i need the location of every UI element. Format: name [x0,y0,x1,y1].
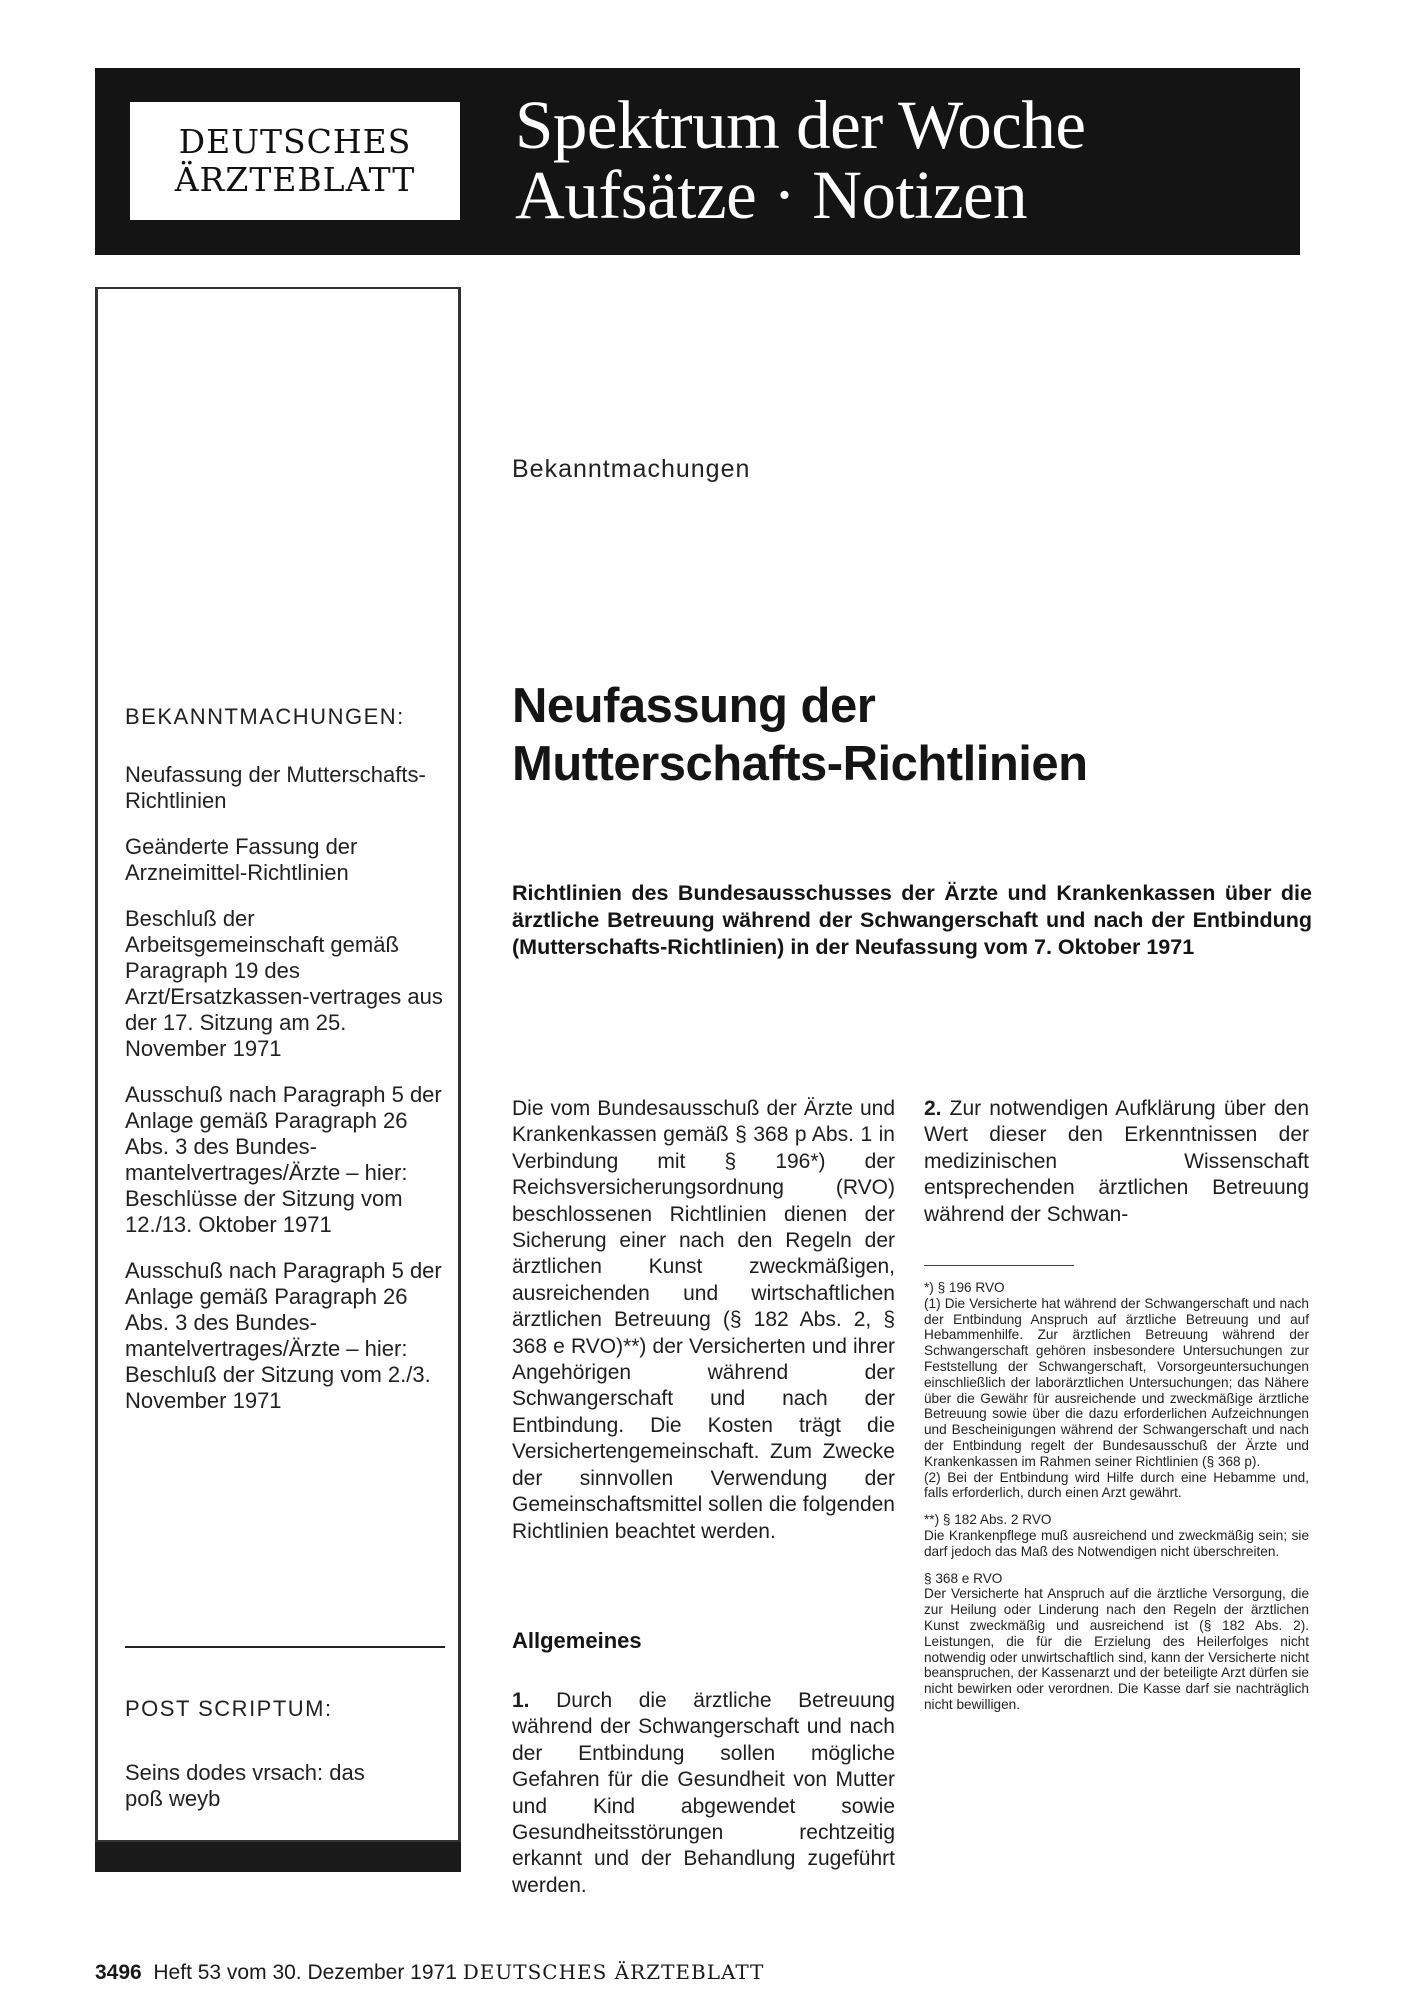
sidebar-heading: BEKANNTMACHUNGEN: [125,704,405,729]
footnote-label: *) § 196 RVO [924,1280,1005,1295]
paragraph-1-number: 1. [512,1689,530,1712]
footnote-paragraph: (2) Bei der Entbindung wird Hilfe durch eine Hebamme und, falls erforderlich, durch einen Arzt gewährt. [924,1469,1309,1501]
headline-line-1: Neufassung der [512,679,876,733]
footnote-paragraph: Der Versicherte hat Anspruch auf die ärztliche Versorgung, die zur Heilung oder Linderung nach den Regeln der ärztlichen Kunst zweckmäßig und ausreichend ist (§ 182 Abs. 2). Leistungen, die für die Erzielung des Heilerfolges nicht notwendig oder unwirtschaftlich sind, kann der Versicherte nicht beanspruchen, der Kassenarzt und der beteiligte Arzt dürfen sie nicht bewirken oder verordnen. Die Kasse darf sie nachträglich nicht bewilligen. [924,1586,1309,1712]
paragraph-1-text: Durch die ärztliche Betreuung während der Schwangerschaft und nach der Entbindung sollen mögliche Gefahren für die Gesundheit von Mutter und Kind abgewendet sowie Gesundheitsstörungen rechtzeitig erkannt und der Behandlung zugeführt werden. [512,1689,895,1897]
masthead [95,68,1300,255]
footnote-paragraph: (1) Die Versicherte hat während der Schwangerschaft und nach der Entbindung Anspruch auf ärztliche Betreuung und auf Hebammenhilfe. Zur ärztlichen Betreuung während der Schwangerschaft gehören insbesondere Untersuchungen zur Feststellung der Schwangerschaft, Vorsorgeuntersuchungen einschließlich der laborärztlichen Untersuchungen; das Nähere über die Gewähr für ausreichende und zweckmäßige ärztliche Betreuung sowie über die dazu erforderlichen Aufzeichnungen und Bescheinigungen während der Schwangerschaft und nach der Entbindung regelt der Bundesausschuß der Ärzte und Krankenkassen im Rahmen seiner Richtlinien (§ 368 p). [924,1295,1309,1469]
article-headline [512,677,1272,793]
masthead-title [515,87,1086,233]
page-number: 3496 [95,1961,142,1984]
publication-logo [130,102,460,220]
post-scriptum-text: Seins dodes vrsach: das poß weyb [125,1760,365,1811]
sidebar-entry-list [125,762,445,1434]
sidebar-entry: Neufassung der Mutterschafts-Richtlinien [125,762,426,813]
footnote-divider [924,1265,1074,1266]
section-heading-general: Allgemeines [512,1628,642,1653]
masthead-title-line-1: Spektrum der Woche [515,87,1086,163]
article-subtitle: Richtlinien des Bundesausschusses der Ärzte und Krankenkassen über die ärztliche Betreuung während der Schwangerschaft und nach der Entbindung (Mutterschafts-Richtlinien) in der Neufassung vom 7. Oktober 1971 [512,881,1312,959]
paragraph-2-text: Zur notwendigen Aufklärung über den Wert dieser den Erkenntnissen der medizinischen Wissenschaft entsprechenden ärztlichen Betreuung während der Schwan- [924,1097,1309,1226]
sidebar-footer-bar [95,1842,461,1872]
sidebar-divider [125,1646,445,1648]
footnote-label: **) § 182 Abs. 2 RVO [924,1512,1052,1528]
section-label: Bekanntmachungen [512,455,751,483]
footnote-paragraph: Die Krankenpflege muß ausreichend und zweckmäßig sein; sie darf jedoch das Maß des Notwendigen nicht überschreiten. [924,1527,1309,1559]
paragraph-2 [924,1096,1309,1228]
footnote [924,1571,1309,1713]
logo-line-1: DEUTSCHES [178,122,412,161]
logo-line-2: ÄRZTEBLATT [174,160,416,199]
masthead-title-line-2: Aufsätze · Notizen [515,157,1028,233]
sidebar-entry: Ausschuß nach Paragraph 5 der Anlage gemäß Paragraph 26 Abs. 3 des Bundes-mantelvertrages/Ärzte – hier: Beschluß der Sitzung vom 2./3. November 1971 [125,1258,442,1413]
footnote [924,1512,1309,1559]
footnote [924,1280,1309,1501]
page-footer [95,1960,764,1985]
issue-info: Heft 53 vom 30. Dezember 1971 [153,1961,457,1984]
publication-name: DEUTSCHES ÄRZTEBLATT [462,1960,765,1984]
footnote-label: § 368 e RVO [924,1570,1003,1586]
footnotes [924,1280,1309,1724]
sidebar-entry: Ausschuß nach Paragraph 5 der Anlage gemäß Paragraph 26 Abs. 3 des Bundes-mantelvertrages/Ärzte – hier: Beschlüsse der Sitzung vom 12./13. Oktober 1971 [125,1082,442,1237]
paragraph-2-number: 2. [924,1097,942,1120]
post-scriptum-heading: POST SCRIPTUM: [125,1696,333,1721]
sidebar-entry: Beschluß der Arbeitsgemeinschaft gemäß Paragraph 19 des Arzt/Ersatzkassen-vertrages aus der 17. Sitzung am 25. November 1971 [125,906,443,1061]
sidebar-entry: Geänderte Fassung der Arzneimittel-Richtlinien [125,834,358,885]
paragraph-1 [512,1688,895,1899]
headline-line-2: Mutterschafts-Richtlinien [512,737,1088,791]
intro-paragraph: Die vom Bundesausschuß der Ärzte und Krankenkassen gemäß § 368 p Abs. 1 in Verbindung mit § 196*) der Reichsversicherungsordnung (RVO) beschlossenen Richtlinien dienen der Sicherung einer nach den Regeln der ärztlichen Kunst zweckmäßigen, ausreichenden und wirtschaftlichen ärztlichen Betreuung (§ 182 Abs. 2, § 368 e RVO)**) der Versicherten und ihrer Angehörigen während der Schwangerschaft und nach der Entbindung. Die Kosten trägt die Versichertengemeinschaft. Zum Zwecke der sinnvollen Verwendung der Gemeinschaftsmittel sollen die folgenden Richtlinien beachtet werden. [512,1097,895,1543]
